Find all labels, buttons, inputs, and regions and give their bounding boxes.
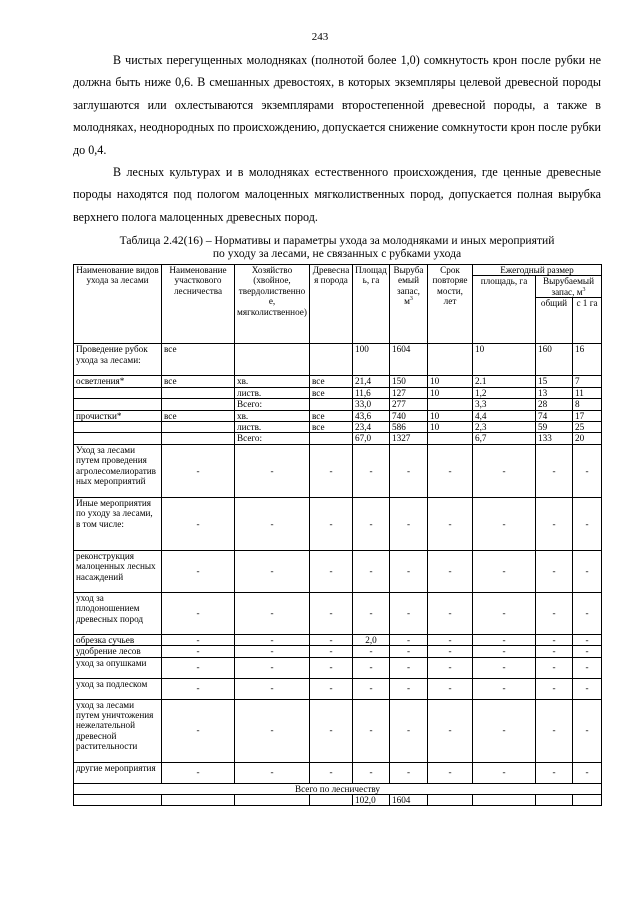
- header-period: Срок повторяемости, лет: [428, 265, 473, 344]
- cell-volume: -: [390, 550, 428, 592]
- table-row: [74, 657, 602, 678]
- cell-forestry: -: [162, 646, 235, 657]
- page-number: 243: [311, 31, 329, 43]
- cell-farm: -: [235, 444, 310, 497]
- table-footer: [74, 783, 602, 806]
- header-annual-total: общий: [536, 298, 573, 344]
- header-annual-per-ha: с 1 га: [573, 298, 602, 344]
- table-row: [74, 410, 602, 421]
- table-row: [74, 444, 602, 497]
- total-cell: [310, 795, 353, 806]
- paragraph-thinning-density: В чистых перегущенных молодняках (полнотой более 1,0) сомкнутость крон после рубки не должна быть ниже 0,6. В смешанных древостоях, в которых экземпляры целевой древесной породы заглушаются или охлестываются экземплярами второстепенной древесной породы, а также в молодняках, неоднородных по происхождению, допускается снижение сомкнутости крон после рубки до 0,4.: [73, 53, 601, 157]
- cell-a-total: 13: [536, 387, 573, 398]
- cell-a-total: 74: [536, 410, 573, 421]
- cell-a-area: 1,2: [473, 387, 536, 398]
- cell-a-area: 10: [473, 344, 536, 376]
- total-cell: [536, 795, 573, 806]
- total-area: 102,0: [353, 795, 390, 806]
- table-row: [74, 634, 602, 645]
- total-cell: [428, 795, 473, 806]
- cell-area: -: [353, 762, 390, 783]
- cell-a-perha: -: [573, 592, 602, 634]
- table-row: [74, 433, 602, 444]
- cell-volume: -: [390, 699, 428, 762]
- cell-a-total: 15: [536, 376, 573, 387]
- cell-name: [74, 399, 162, 410]
- cell-species: -: [310, 646, 353, 657]
- cell-area: 23,4: [353, 422, 390, 433]
- cell-a-area: -: [473, 646, 536, 657]
- cell-forestry: [162, 422, 235, 433]
- cell-farm: -: [235, 762, 310, 783]
- cell-farm: -: [235, 699, 310, 762]
- cell-forestry: -: [162, 678, 235, 699]
- cell-period: 10: [428, 376, 473, 387]
- cell-name: Уход за лесами путем проведения агролесомелиоративных мероприятий: [74, 444, 162, 497]
- cell-farm: хв.: [235, 410, 310, 421]
- table-row: [74, 399, 602, 410]
- cell-a-area: -: [473, 497, 536, 550]
- cell-forestry: -: [162, 592, 235, 634]
- total-label: Всего по лесничеству: [74, 783, 602, 794]
- caption-line-1: Таблица 2.42(16) – Нормативы и параметры ухода за молодняками и иных мероприятий: [119, 234, 555, 247]
- cell-a-perha: -: [573, 646, 602, 657]
- cell-a-area: 4,4: [473, 410, 536, 421]
- cell-area: 100: [353, 344, 390, 376]
- cell-a-perha: 20: [573, 433, 602, 444]
- total-cell: [235, 795, 310, 806]
- cell-farm: -: [235, 497, 310, 550]
- cell-volume: -: [390, 444, 428, 497]
- table-row: [74, 387, 602, 398]
- cell-period: [428, 399, 473, 410]
- cell-volume: -: [390, 497, 428, 550]
- cell-forestry: -: [162, 762, 235, 783]
- header-annual: Ежегодный размер: [473, 265, 602, 276]
- header-forestry: Наименование участкового лесничества: [162, 265, 235, 344]
- cell-a-area: -: [473, 657, 536, 678]
- cell-name: уход за опушками: [74, 657, 162, 678]
- cell-name: [74, 422, 162, 433]
- cell-name: другие мероприятия: [74, 762, 162, 783]
- cell-a-perha: -: [573, 762, 602, 783]
- cell-period: -: [428, 444, 473, 497]
- cell-farm: хв.: [235, 376, 310, 387]
- cell-name: уход за лесами путем уничтожения нежелательной древесной растительности: [74, 699, 162, 762]
- cell-forestry: все: [162, 410, 235, 421]
- cell-volume: -: [390, 646, 428, 657]
- cell-name: реконструкция малоценных лесных насаждений: [74, 550, 162, 592]
- cell-area: -: [353, 657, 390, 678]
- cell-farm: -: [235, 550, 310, 592]
- table-row: [74, 550, 602, 592]
- cell-species: все: [310, 387, 353, 398]
- cell-species: -: [310, 550, 353, 592]
- cell-forestry: [162, 433, 235, 444]
- cell-a-total: -: [536, 699, 573, 762]
- table-header: [74, 265, 602, 344]
- cell-a-total: -: [536, 592, 573, 634]
- cell-species: все: [310, 410, 353, 421]
- cell-a-total: -: [536, 657, 573, 678]
- cell-species: -: [310, 592, 353, 634]
- table-row: [74, 699, 602, 762]
- cell-a-perha: -: [573, 497, 602, 550]
- cell-forestry: все: [162, 344, 235, 376]
- cell-volume: 127: [390, 387, 428, 398]
- header-volume: Вырубаемый запас, $м^3$: [390, 265, 428, 344]
- cell-farm: -: [235, 592, 310, 634]
- cell-forestry: -: [162, 657, 235, 678]
- cell-area: -: [353, 699, 390, 762]
- cell-a-perha: -: [573, 678, 602, 699]
- cell-farm: -: [235, 678, 310, 699]
- cell-farm: Всего:: [235, 399, 310, 410]
- cell-a-perha: 16: [573, 344, 602, 376]
- cell-farm: Всего:: [235, 433, 310, 444]
- cell-a-total: -: [536, 646, 573, 657]
- cell-period: -: [428, 699, 473, 762]
- cell-volume: 740: [390, 410, 428, 421]
- cell-a-total: -: [536, 762, 573, 783]
- cell-farm: -: [235, 646, 310, 657]
- cell-forestry: -: [162, 634, 235, 645]
- table-body-other-measures: [74, 444, 602, 783]
- cell-name: [74, 433, 162, 444]
- cell-a-area: 3,3: [473, 399, 536, 410]
- cell-a-area: 6,7: [473, 433, 536, 444]
- header-annual-area: площадь, га: [473, 276, 536, 344]
- cell-a-perha: -: [573, 444, 602, 497]
- cell-species: -: [310, 634, 353, 645]
- cell-a-total: 160: [536, 344, 573, 376]
- cell-name: уход за подлеском: [74, 678, 162, 699]
- cell-name: прочистки*: [74, 410, 162, 421]
- cell-farm: листв.: [235, 387, 310, 398]
- cell-farm: [235, 344, 310, 376]
- cell-a-perha: 25: [573, 422, 602, 433]
- cell-a-area: -: [473, 762, 536, 783]
- cell-species: -: [310, 444, 353, 497]
- cell-forestry: -: [162, 444, 235, 497]
- cell-farm: -: [235, 657, 310, 678]
- cell-volume: -: [390, 762, 428, 783]
- table-row: [74, 376, 602, 387]
- header-species: Древесная порода: [310, 265, 353, 344]
- table-row: [74, 344, 602, 376]
- cell-a-area: -: [473, 699, 536, 762]
- table-row: [74, 422, 602, 433]
- cell-volume: -: [390, 592, 428, 634]
- cell-a-area: -: [473, 592, 536, 634]
- cell-area: 33,0: [353, 399, 390, 410]
- cell-period: -: [428, 646, 473, 657]
- cell-a-total: -: [536, 550, 573, 592]
- total-volume: 1604: [390, 795, 428, 806]
- total-cell: [162, 795, 235, 806]
- cell-species: [310, 399, 353, 410]
- cell-a-total: -: [536, 444, 573, 497]
- cell-name: Проведение рубок ухода за лесами:: [74, 344, 162, 376]
- cell-volume: -: [390, 678, 428, 699]
- cell-a-total: -: [536, 678, 573, 699]
- table-row: [74, 497, 602, 550]
- cell-a-total: 28: [536, 399, 573, 410]
- cell-a-perha: 7: [573, 376, 602, 387]
- cell-name: обрезка сучьев: [74, 634, 162, 645]
- cell-volume: -: [390, 657, 428, 678]
- cell-a-area: -: [473, 444, 536, 497]
- cell-species: -: [310, 497, 353, 550]
- cell-area: 2,0: [353, 634, 390, 645]
- cell-period: -: [428, 592, 473, 634]
- cell-volume: 277: [390, 399, 428, 410]
- cell-name: уход за плодоношением древесных пород: [74, 592, 162, 634]
- cell-area: 11,6: [353, 387, 390, 398]
- cell-forestry: -: [162, 699, 235, 762]
- cell-volume: 1327: [390, 433, 428, 444]
- cell-area: -: [353, 444, 390, 497]
- header-area: Площадь, га: [353, 265, 390, 344]
- table-row: [74, 646, 602, 657]
- cell-forestry: все: [162, 376, 235, 387]
- table-body: [74, 344, 602, 444]
- cell-volume: 586: [390, 422, 428, 433]
- total-cell: [573, 795, 602, 806]
- cell-species: [310, 344, 353, 376]
- cell-period: -: [428, 657, 473, 678]
- cell-a-total: -: [536, 634, 573, 645]
- cell-period: [428, 433, 473, 444]
- cell-area: -: [353, 550, 390, 592]
- cell-name: осветления*: [74, 376, 162, 387]
- cell-farm: -: [235, 634, 310, 645]
- cell-period: 10: [428, 422, 473, 433]
- cell-area: 67,0: [353, 433, 390, 444]
- cell-a-perha: -: [573, 699, 602, 762]
- table-row: [74, 762, 602, 783]
- cell-period: -: [428, 497, 473, 550]
- cell-period: -: [428, 550, 473, 592]
- total-cell: [74, 795, 162, 806]
- cell-period: [428, 344, 473, 376]
- cell-period: 10: [428, 387, 473, 398]
- cell-a-area: 2,3: [473, 422, 536, 433]
- cell-volume: -: [390, 634, 428, 645]
- paragraph-forest-cultures: В лесных культурах и в молодняках естественного происхождения, где ценные древесные породы находятся под пологом малоценных мягколиственных пород, допускается полная вырубка верхнего полога малоценных древесных пород.: [73, 165, 601, 224]
- cell-a-total: 133: [536, 433, 573, 444]
- cell-area: 21,4: [353, 376, 390, 387]
- cell-species: -: [310, 678, 353, 699]
- cell-a-area: 2.1: [473, 376, 536, 387]
- cell-area: -: [353, 678, 390, 699]
- total-cell: [473, 795, 536, 806]
- cell-forestry: -: [162, 497, 235, 550]
- cell-species: -: [310, 762, 353, 783]
- table-row: [74, 592, 602, 634]
- header-farm-type: Хозяйство (хвойное, твердолиственное, мягколиственное): [235, 265, 310, 344]
- cell-a-perha: 8: [573, 399, 602, 410]
- caption-line-2: по уходу за лесами, не связанных с рубками ухода: [212, 247, 462, 260]
- cell-a-perha: -: [573, 634, 602, 645]
- header-annual-volume: Вырубаемый запас, $м^3$: [536, 276, 602, 298]
- cell-area: -: [353, 497, 390, 550]
- cell-forestry: [162, 387, 235, 398]
- cell-period: -: [428, 762, 473, 783]
- cell-a-area: -: [473, 634, 536, 645]
- cell-a-area: -: [473, 550, 536, 592]
- cell-period: -: [428, 678, 473, 699]
- cell-species: все: [310, 376, 353, 387]
- cell-name: удобрение лесов: [74, 646, 162, 657]
- cell-a-total: -: [536, 497, 573, 550]
- cell-a-perha: -: [573, 550, 602, 592]
- cell-name: [74, 387, 162, 398]
- cell-species: -: [310, 657, 353, 678]
- cell-a-perha: 17: [573, 410, 602, 421]
- cell-species: -: [310, 699, 353, 762]
- cell-a-perha: 11: [573, 387, 602, 398]
- cell-area: 43,6: [353, 410, 390, 421]
- cell-period: 10: [428, 410, 473, 421]
- cell-name: Иные мероприятия по уходу за лесами, в том числе:: [74, 497, 162, 550]
- cell-a-perha: -: [573, 657, 602, 678]
- cell-a-area: -: [473, 678, 536, 699]
- cell-species: все: [310, 422, 353, 433]
- cell-volume: 1604: [390, 344, 428, 376]
- cell-a-total: 59: [536, 422, 573, 433]
- forest-care-table: [73, 264, 602, 806]
- cell-farm: листв.: [235, 422, 310, 433]
- cell-forestry: [162, 399, 235, 410]
- cell-area: -: [353, 646, 390, 657]
- cell-period: -: [428, 634, 473, 645]
- cell-volume: 150: [390, 376, 428, 387]
- cell-forestry: -: [162, 550, 235, 592]
- cell-species: [310, 433, 353, 444]
- table-caption: [73, 234, 601, 260]
- cell-area: -: [353, 592, 390, 634]
- table-row: [74, 678, 602, 699]
- header-care-type: Наименование видов ухода за лесами: [74, 265, 162, 344]
